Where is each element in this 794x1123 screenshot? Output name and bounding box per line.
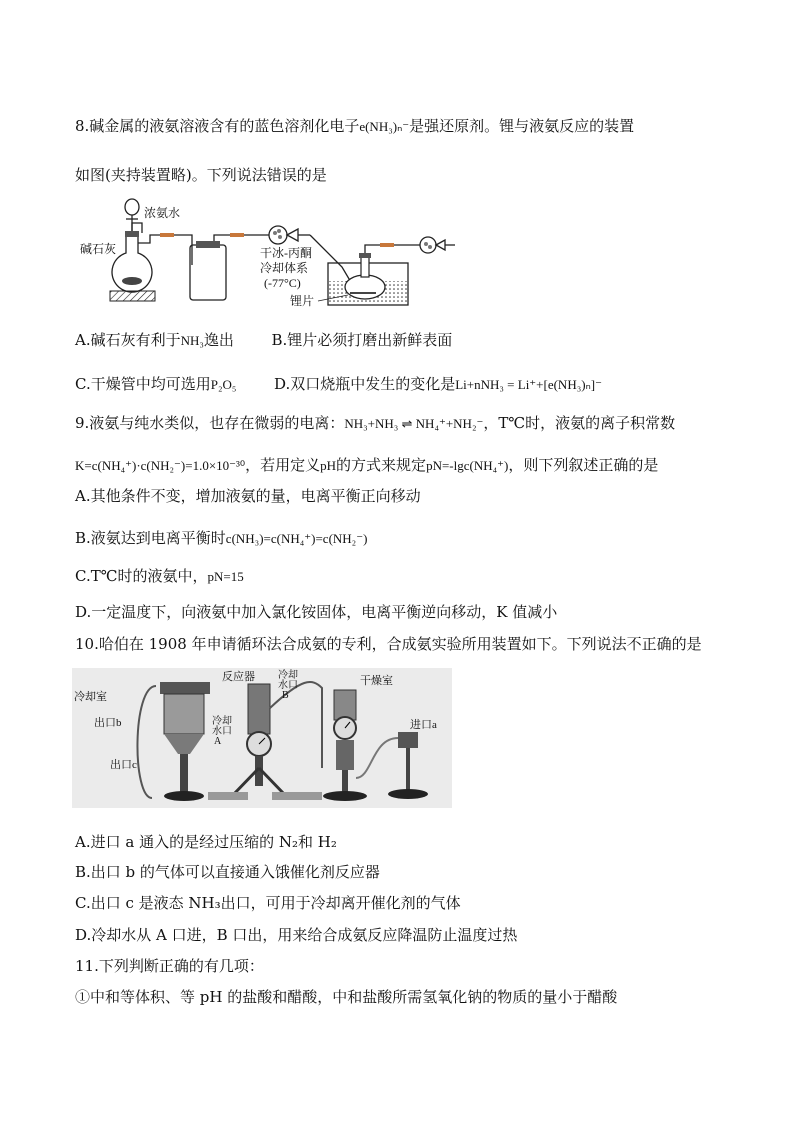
q10-stem-text: 10.哈伯在 1908 年申请循环法合成氨的专利，合成氨实验所用装置如下。下列说法不正确的是 — [75, 635, 702, 653]
q8-opt-b: B.锂片必须打磨出新鲜表面 — [271, 331, 453, 349]
q8-stem-a: 8.碱金属的液氨溶液含有的蓝色溶剂化电子 — [75, 117, 360, 135]
q8-stem-c: 如图(夹持装置略)。下列说法错误的是 — [75, 166, 327, 184]
q11-stem — [75, 956, 264, 976]
q10-option-a — [75, 832, 337, 852]
q10-opt-a: A.进口 a 通入的是经过压缩的 N₂和 H₂ — [75, 833, 337, 851]
q10-stem — [75, 634, 702, 654]
q9-option-d — [75, 602, 557, 622]
label-water-b2: 水口 — [278, 680, 298, 691]
label-water-b1: 冷却 — [278, 670, 298, 681]
q9-option-b — [75, 528, 367, 549]
q10-opt-b: B.出口 b 的气体可以直接通入饿催化剂反应器 — [75, 863, 380, 881]
q9-stem-d: 的方式来规定 — [336, 456, 427, 474]
label-temp: (-77°C) — [264, 276, 301, 290]
q9-stem-line1 — [75, 413, 675, 434]
q9-option-a — [75, 486, 421, 506]
q9-opt-b-formula: c(NH₃)=c(NH₄⁺)=c(NH₂⁻) — [225, 531, 368, 546]
q11-stem-text: 11.下列判断正确的有几项： — [75, 957, 264, 975]
q8-electron-formula: e(NH₃)ₙ⁻ — [359, 119, 410, 134]
label-outlet-c: 出口c — [110, 759, 137, 771]
q9-stem-b: ，T℃时，液氨的离子积常数 — [483, 414, 676, 432]
q9-option-c — [75, 566, 244, 587]
label-reactor: 反应器 — [222, 671, 255, 683]
q9-stem-c: ，若用定义 — [245, 456, 321, 474]
q9-opt-d: D.一定温度下，向液氨中加入氯化铵固体，电离平衡逆向移动，K 值减小 — [75, 603, 558, 621]
q9-opt-c: C.T℃时的液氨中， — [75, 567, 208, 585]
q8-option-c-line — [75, 374, 602, 395]
q8-option-a-line — [75, 330, 452, 351]
label-water-a2: 水口 — [212, 726, 232, 737]
label-soda-lime: 碱石灰 — [80, 242, 117, 256]
q10-opt-c: C.出口 c 是液态 NH₃出口，可用于冷却离开催化剂的气体 — [75, 894, 461, 912]
q10-option-b — [75, 862, 380, 882]
q8-opt-a-formula: NH₃ — [180, 333, 204, 348]
q8-opt-c: C.干燥管中均可选用 — [75, 375, 211, 393]
label-ammonia: 浓氨水 — [144, 206, 181, 220]
q9-pn-formula: pN=-lgc(NH₄⁺) — [426, 458, 509, 473]
label-lithium: 锂片 — [290, 294, 315, 308]
q8-opt-d: D.双口烧瓶中发生的变化是 — [273, 375, 456, 393]
label-water-a3: A — [214, 736, 222, 747]
q8-stem-b: 是强还原剂。锂与液氨反应的装置 — [409, 117, 635, 135]
q8-stem-line2 — [75, 165, 327, 185]
q8-opt-a-tail: 逸出 — [203, 331, 234, 349]
q10-apparatus-svg — [72, 668, 452, 808]
q8-apparatus-svg — [80, 195, 460, 320]
label-dry-room: 干燥室 — [360, 675, 393, 687]
q10-option-d — [75, 925, 517, 945]
q8-opt-d-formula: Li+nNH₃ = Li⁺+[e(NH₃)ₙ]⁻ — [455, 377, 602, 392]
q8-stem-line1 — [75, 116, 634, 137]
q9-equation: NH₃+NH₃ ⇌ NH₄⁺+NH₂⁻ — [344, 416, 484, 431]
q9-opt-a: A.其他条件不变，增加液氨的量，电离平衡正向移动 — [75, 487, 421, 505]
q10-apparatus-figure — [72, 668, 452, 808]
label-cooling-room: 冷却室 — [74, 691, 107, 703]
label-water-a1: 冷却 — [212, 716, 232, 727]
label-cooling2: 冷却体系 — [260, 261, 309, 275]
q10-opt-d: D.冷却水从 A 口进，B 口出，用来给合成氨反应降温防止温度过热 — [75, 926, 518, 944]
label-inlet-a: 进口a — [410, 719, 437, 731]
q9-opt-b: B.液氨达到电离平衡时 — [75, 529, 226, 547]
q9-stem-e: ，则下列叙述正确的是 — [508, 456, 659, 474]
q9-k-formula: K=c(NH₄⁺)·c(NH₂⁻)=1.0×10⁻³⁰ — [75, 458, 246, 473]
q8-opt-a: A.碱石灰有利于 — [75, 331, 181, 349]
label-outlet-b: 出口b — [94, 717, 122, 729]
q10-option-c — [75, 893, 461, 913]
q9-opt-c-formula: pN=15 — [207, 569, 244, 584]
label-water-b3: B — [282, 690, 289, 701]
q9-stem-a: 9.液氨与纯水类似，也存在微弱的电离： — [75, 414, 345, 432]
q11-item1-text: ①中和等体积、等 pH 的盐酸和醋酸，中和盐酸所需氢氧化钠的物质的量小于醋酸 — [75, 988, 618, 1006]
q8-opt-c-formula: P₂O₅ — [210, 377, 237, 392]
q8-apparatus-figure — [80, 195, 460, 320]
q9-stem-line2 — [75, 455, 658, 476]
label-cooling1: 干冰-丙酮 — [260, 246, 312, 260]
q11-item-1 — [75, 987, 617, 1007]
q9-ph: pH — [320, 458, 337, 473]
